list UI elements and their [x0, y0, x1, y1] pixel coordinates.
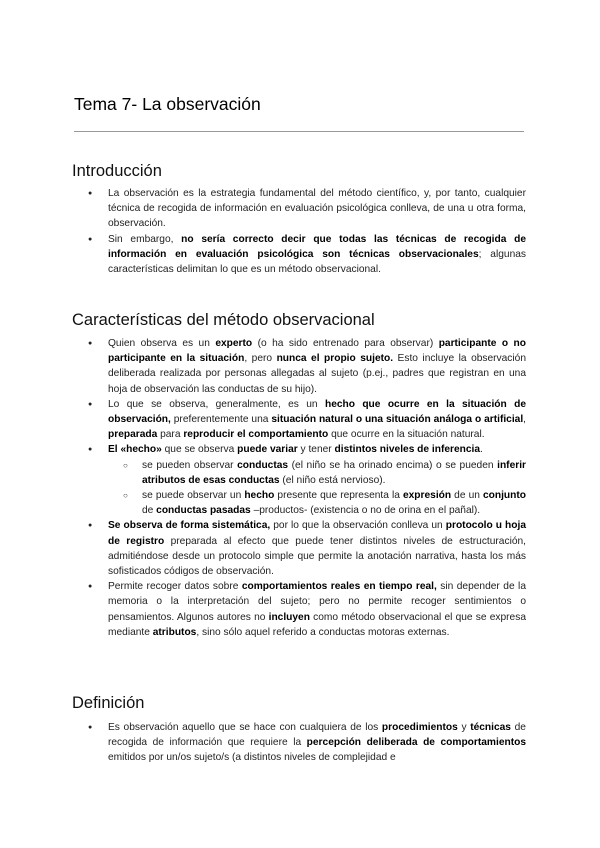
- title-divider: [74, 131, 524, 132]
- sub-list-item: ○ se puede observar un hecho presente que representa la expresión de un conjunto de conductas pasadas –productos- (existencia o no de orina en el pañal).: [108, 488, 526, 518]
- list-item: ● Lo que se observa, generalmente, es un hecho que ocurre en la situación de observación, preferentemente una situación natural o una situación análoga o artificial, preparada para reproducir el comportamiento que ocurre en la situación natural.: [74, 397, 526, 443]
- section-heading-introduccion: Introducción: [72, 162, 162, 180]
- sub-list-item: ○ se pueden observar conductas (el niño se ha orinado encima) o se pueden inferir atributos de esas conductas (el niño está nervioso).: [108, 458, 526, 488]
- list-item: ● Se observa de forma sistemática, por lo que la observación conlleva un protocolo u hoja de registro preparada al efecto que puede tener distintos niveles de estructuración, admitiéndose desde un protocolo simple que permite la anotación narrativa, hasta los más sofisticados códigos de observación.: [74, 518, 526, 579]
- section-heading-caracteristicas: Características del método observacional: [72, 311, 375, 329]
- caracteristicas-list: [74, 336, 526, 640]
- list-item: ● Es observación aquello que se hace con cualquiera de los procedimientos y técnicas de recogida de información que requiere la percepción deliberada de comportamientos emitidos por un/os sujeto/s (a distintos niveles de complejidad e: [74, 720, 526, 766]
- list-item: ● Quien observa es un experto (o ha sido entrenado para observar) participante o no participante en la situación, pero nunca el propio sujeto. Esto incluye la observación deliberada realizada por personas allegadas al sujeto (p.ej., padres que registran en una hoja de observación las conductas de su hijo).: [74, 336, 526, 397]
- page-title: Tema 7- La observación: [74, 94, 261, 114]
- list-item: ● El «hecho» que se observa puede variar y tener distintos niveles de inferencia. ○ se pueden observar conductas (el niño se ha orinado encima) o se pueden inferir atributos de esas conductas (el niño está nervioso). ○ se puede observar un hecho presente que representa la expresión de un conjunto de conductas pasadas –productos- (existencia o no de orina en el pañal).: [74, 442, 526, 518]
- intro-list: [74, 186, 526, 277]
- definicion-list: [74, 720, 526, 766]
- list-item: ● La observación es la estrategia fundamental del método científico, y, por tanto, cualquier técnica de recogida de información en evaluación psicológica conlleva, de una u otra forma, observación.: [74, 186, 526, 232]
- sub-list: [108, 458, 526, 519]
- list-item: ● Permite recoger datos sobre comportamientos reales en tiempo real, sin depender de la memoria o la interpretación del sujeto; pero no permite recoger sentimientos o pensamientos. Algunos autores no incluyen como método observacional el que se expresa mediante atributos, sino sólo aquel referido a conductas motoras externas.: [74, 579, 526, 640]
- section-heading-definicion: Definición: [72, 694, 145, 712]
- list-item: ● Sin embargo, no sería correcto decir que todas las técnicas de recogida de información en evaluación psicológica son técnicas observacionales; algunas características delimitan lo que es un método observacional.: [74, 232, 526, 278]
